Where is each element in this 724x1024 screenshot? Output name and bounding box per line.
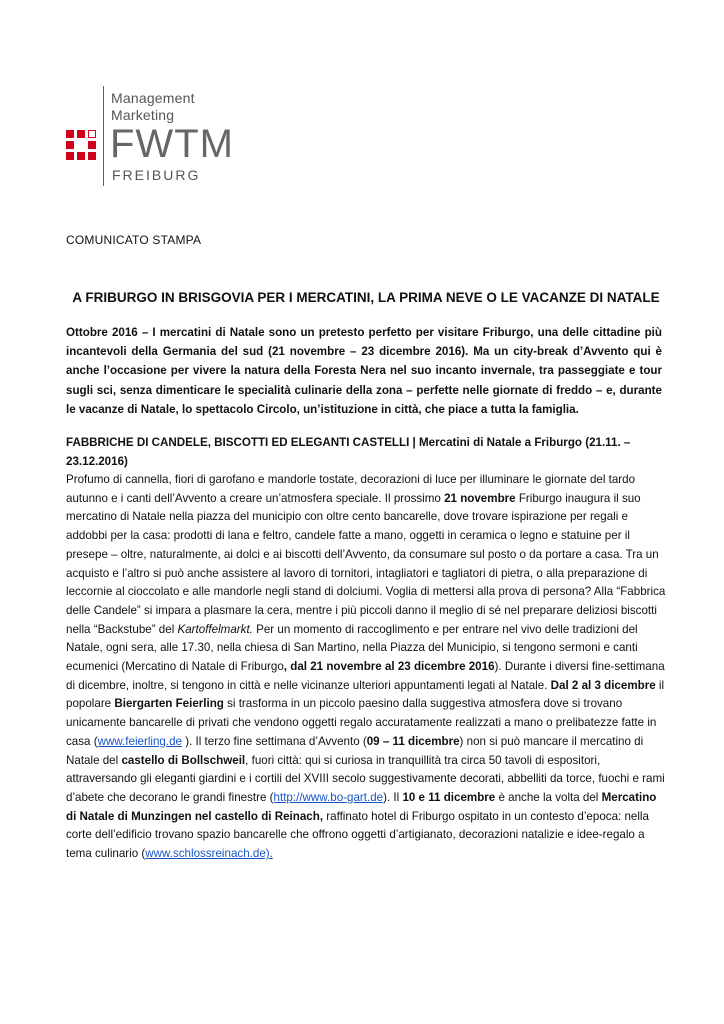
body-bold-dates: Dal 2 al 3 dicembre [550,678,656,692]
lead-paragraph: Ottobre 2016 – I mercatini di Natale sono un pretesto perfetto per visitare Friburgo, una delle cittadine più incantevoli della Germania del sud (21 novembre – 23 dicembre 2016). Ma un city-break d’Avvento qui è anche l’occasione per vivere la natura della Foresta Nera nel suo incanto invernale, tra passeggiate e tour sugli sci, senza dimenticare le specialità culinarie della zona – perfette nelle giornate di freddo – e, durante le vacanze di Natale, lo spettacolo Circolo, un’istituzione in città, che piace a tutta la famiglia. [66,326,662,416]
body-text: Profumo di cannella, fiori di garofano e mandorle tostate, decorazioni di luce per illuminare le giornate del tardo autunno e i canti dell’Avvento a creare un’atmosfera speciale. Il prossimo [66,473,636,505]
logo-line-marketing: Marketing [111,107,175,123]
body-text: ). Il terzo fine settimana d’Avvento ( [182,734,367,748]
section-heading: FABBRICHE DI CANDELE, BISCOTTI ED ELEGANTI CASTELLI | Mercatini di Natale a Friburgo (21.11. – 23.12.2016) [66,436,631,468]
body-text: raffinato hotel di Friburgo ospitato in un contesto d’epoca: nella corte dell’edificio trovano spazio bancarelle che offrono oggetti d’artigianato, decorazioni natalizie e idee-regalo a tema culinario ( [66,809,649,861]
body-text: si trasforma in un piccolo paesino dalla suggestiva atmosfera dove si trovano unicamente bancarelle di privati che vendono oggetti regalo accuratamente realizzati a mano o prelibatezze fatte in casa ( [66,697,657,748]
body-text: ) non si può mancare il mercatino di Natale del [66,734,644,767]
body-text: , fuori città: qui si curiosa in tranquillità tra circa 50 tavoli di espositori, attraversando gli eleganti giardini e i cortili del XVIII secolo suggestivamente decorati, abbelliti da torce, fuochi e rami d’abete che decorano le grandi finestre ( [66,753,665,804]
body-text: Per un momento di raccoglimento e per entrare nel vivo delle tradizioni del Natale, ogni sera, alle 17.30, nella chiesa di San Martino, nella Piazza del Municipio, si tengono sermoni e canti ecumenici (Mercatino di Natale di Friburgo [66,622,638,674]
body-text: è anche la volta del [495,790,602,804]
body-bold-venue: castello di Bollschweil [121,753,246,767]
body-bold-venue: Biergarten Feierling [114,697,224,711]
body-bold-dates: 10 e 11 dicembre [402,790,496,804]
headline: A FRIBURGO IN BRISGOVIA PER I MERCATINI, LA PRIMA NEVE O LE VACANZE DI NATALE [72,290,660,305]
link-schlossreinach[interactable]: www.schlossreinach.de). [145,847,273,861]
logo-divider [103,86,104,186]
fwtm-logo [66,86,234,190]
freiburg-crest-icon [66,130,96,160]
link-feierling[interactable]: www.feierling.de [97,734,182,748]
body-bold-dates: , dal 21 novembre al 23 dicembre 2016 [283,660,495,674]
logo-city: FREIBURG [112,167,201,183]
body-italic-text: Kartoffelmarkt. [177,622,253,636]
logo-line-management: Management [111,90,195,106]
press-release-label: COMUNICATO STAMPA [66,233,202,247]
logo-brand: FWTM [110,122,234,166]
body-bold-dates: 09 – 11 dicembre [366,734,460,748]
link-bo-gart[interactable]: http://www.bo-gart.de [273,790,384,804]
body-text: ). Il [383,790,403,804]
body-paragraph [66,471,666,864]
body-bold-date: 21 novembre [444,491,516,505]
body-text: Friburgo inaugura il suo mercatino di Natale nella piazza del municipio con oltre cento bancarelle, dove trovare ispirazione per regali e addobbi per la casa: prodotti di lana e feltro, candele fatte a mano, oggetti in ceramica o legno e statuine per il presepe – oltre, naturalmente, ai dolci e ai biscotti dell’Avvento, da consumare sul posto o da portare a casa. Tra un acquisto e l’altro si può anche assistere al lavoro di tornitori, intagliatori e tagliatori di pietra, o alla preparazione di leccornie al cioccolato e alle mandorle negli stand di dolciumi. Voglia di mettersi alla prova di persona? Alla “Fabbrica delle Candele” si impara a plasmare la cera, mentre i più piccoli danno il meglio di sé nel preparare deliziosi biscotti nella “Backstube” del [66,491,666,636]
body-bold-venue: Mercatino di Natale di Munzingen nel castello di Reinach, [66,790,657,823]
body-text: il popolare [66,678,665,711]
body-text: ). Durante i diversi fine-settimana di dicembre, inoltre, si tengono in città e nelle vicinanze ulteriori appuntamenti legati al Natale. [66,660,665,692]
